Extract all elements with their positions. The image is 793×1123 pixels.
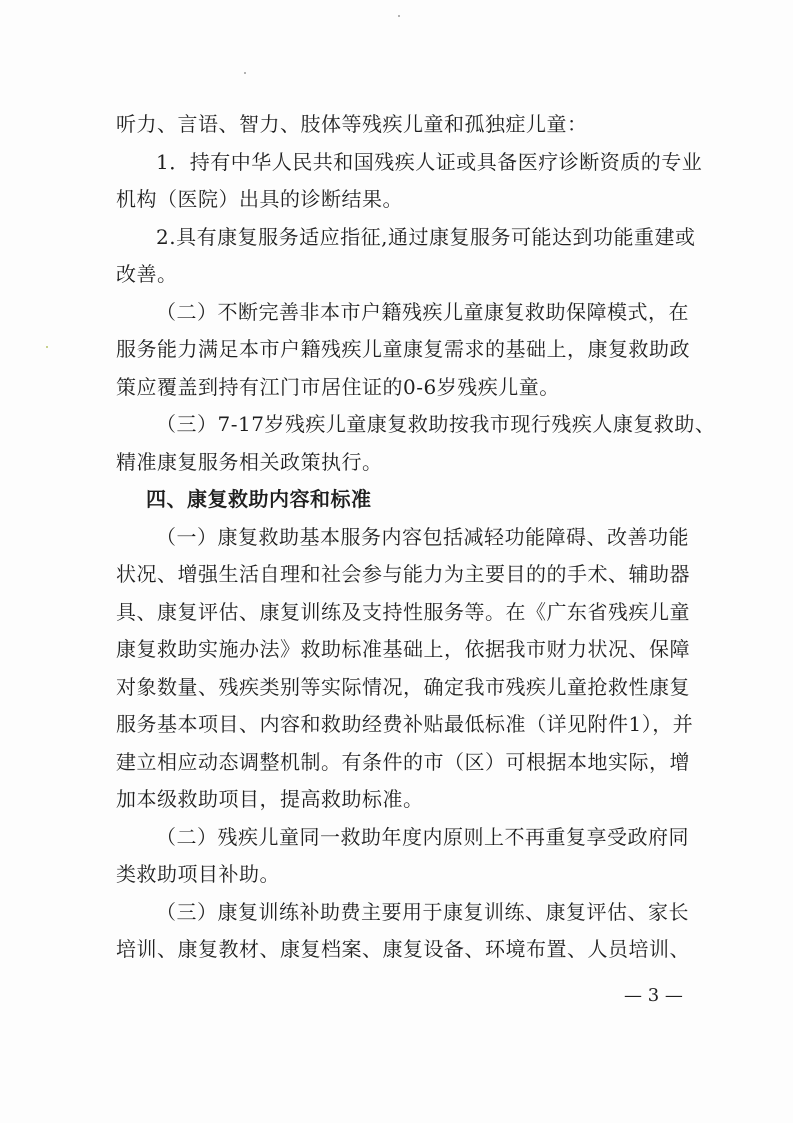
text-line: 康复救助实施办法》救助标准基础上，依据我市财力状况、保障 <box>116 637 690 661</box>
scan-speck <box>398 15 400 17</box>
text-line: 具、康复评估、康复训练及支持性服务等。在《广东省残疾儿童 <box>116 599 690 624</box>
text-line: 策应覆盖到持有江门市居住证的0-6岁残疾儿童。 <box>116 374 560 399</box>
text-line: 状况、增强生活自理和社会参与能力为主要目的的手术、辅助器 <box>116 562 690 586</box>
text-line: 培训、康复教材、康复档案、康复设备、环境布置、人员培训、 <box>116 937 690 961</box>
text-line: 服务基本项目、内容和救助经费补贴最低标准（详见附件1），并 <box>116 712 694 736</box>
section-item-2-paragraph <box>116 819 691 894</box>
text-line: （三）7-17岁残疾儿童康复救助按我市现行残疾人康复救助、 <box>156 412 716 436</box>
section-heading: 四、康复救助内容和标准 <box>146 487 372 511</box>
scan-speck <box>244 72 246 74</box>
text-line: 精准康复服务相关政策执行。 <box>116 449 383 474</box>
text-line: 服务能力满足本市户籍残疾儿童康复需求的基础上，康复救助政 <box>116 337 690 361</box>
section-item-1-paragraph <box>116 519 694 819</box>
text-line: 类救助项目补助。 <box>116 862 280 886</box>
condition-2-paragraph <box>116 219 696 294</box>
text-line: （二）不断完善非本市户籍残疾儿童康复救助保障模式，在 <box>156 299 689 324</box>
text-line: 建立相应动态调整机制。有条件的市（区）可根据本地实际，增 <box>116 749 690 774</box>
scan-speck <box>46 346 48 348</box>
text-line: 机构（医院）出具的诊断结果。 <box>116 187 403 211</box>
item-2-paragraph <box>116 294 691 407</box>
text-line: 对象数量、残疾类别等实际情况，确定我市残疾儿童抢救性康复 <box>116 674 690 699</box>
text-line: （一）康复救助基本服务内容包括减轻功能障碍、改善功能 <box>156 524 689 549</box>
intro-line: 听力、言语、智力、肢体等残疾儿童和孤独症儿童： <box>116 112 588 136</box>
page-number: — 3 — <box>624 985 683 1006</box>
text-line: 改善。 <box>116 262 178 286</box>
text-line: 2.具有康复服务适应指征,通过康复服务可能达到功能重建或 <box>156 224 696 249</box>
text-line: 加本级救助项目，提高救助标准。 <box>116 787 424 811</box>
item-3-paragraph <box>116 406 716 481</box>
text-line: （二）残疾儿童同一救助年度内原则上不再重复享受政府同 <box>156 824 689 849</box>
section-item-3-paragraph <box>116 894 691 969</box>
text-line: 1．持有中华人民共和国残疾人证或具备医疗诊断资质的专业 <box>156 149 703 174</box>
text-line: （三）康复训练补助费主要用于康复训练、康复评估、家长 <box>156 899 689 924</box>
condition-1-paragraph <box>116 144 703 219</box>
document-body <box>116 106 716 969</box>
